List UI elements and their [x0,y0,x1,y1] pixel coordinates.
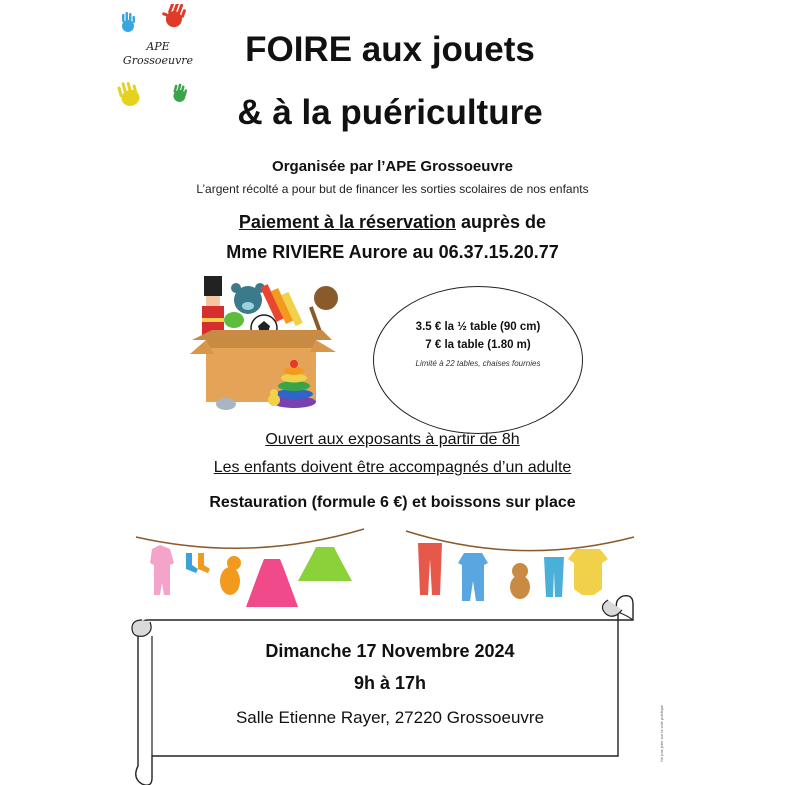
payment-underlined: Paiement à la réservation [238,212,457,232]
purpose-text: L’argent récolté a pour but de financer les sorties scolaires de nos enfants [196,182,589,196]
exhibitors-info: Ouvert aux exposants à partir de 8h [265,431,520,448]
payment-line [0,212,785,233]
printer-note-text: Ne pas jeter sur la voie publique [659,704,664,762]
event-date: Dimanche 17 Novembre 2024 [265,641,515,661]
children-info: Les enfants doivent être accompagnés d’un adulte [213,459,572,476]
pricing-oval [373,286,583,434]
payment-rest: auprès de [456,212,547,232]
pricing-note: Limité à 22 tables, chaises fournies [415,359,541,368]
logo-line-1: APE [146,40,170,53]
page-title-line-2: & à la puériculture [237,93,543,132]
organizer-text: Organisée par l’APE Grossoeuvre [272,158,513,175]
logo-line-2: Grossoeuvre [122,54,194,67]
printer-note [655,686,669,766]
toy-box-illustration [186,268,350,418]
event-place: Salle Etienne Rayer, 27220 Grossoeuvre [235,708,545,727]
price-full-table: 7 € la table (1.80 m) [425,339,531,351]
event-hours: 9h à 17h [353,673,427,693]
page-title-line-1: FOIRE aux jouets [245,30,535,69]
price-half-table: 3.5 € la ½ table (90 cm) [415,321,541,333]
food-info: Restauration (formule 6 €) et boissons sur place [209,494,576,511]
payment-contact: Mme RIVIERE Aurore au 06.37.15.20.77 [226,242,559,262]
